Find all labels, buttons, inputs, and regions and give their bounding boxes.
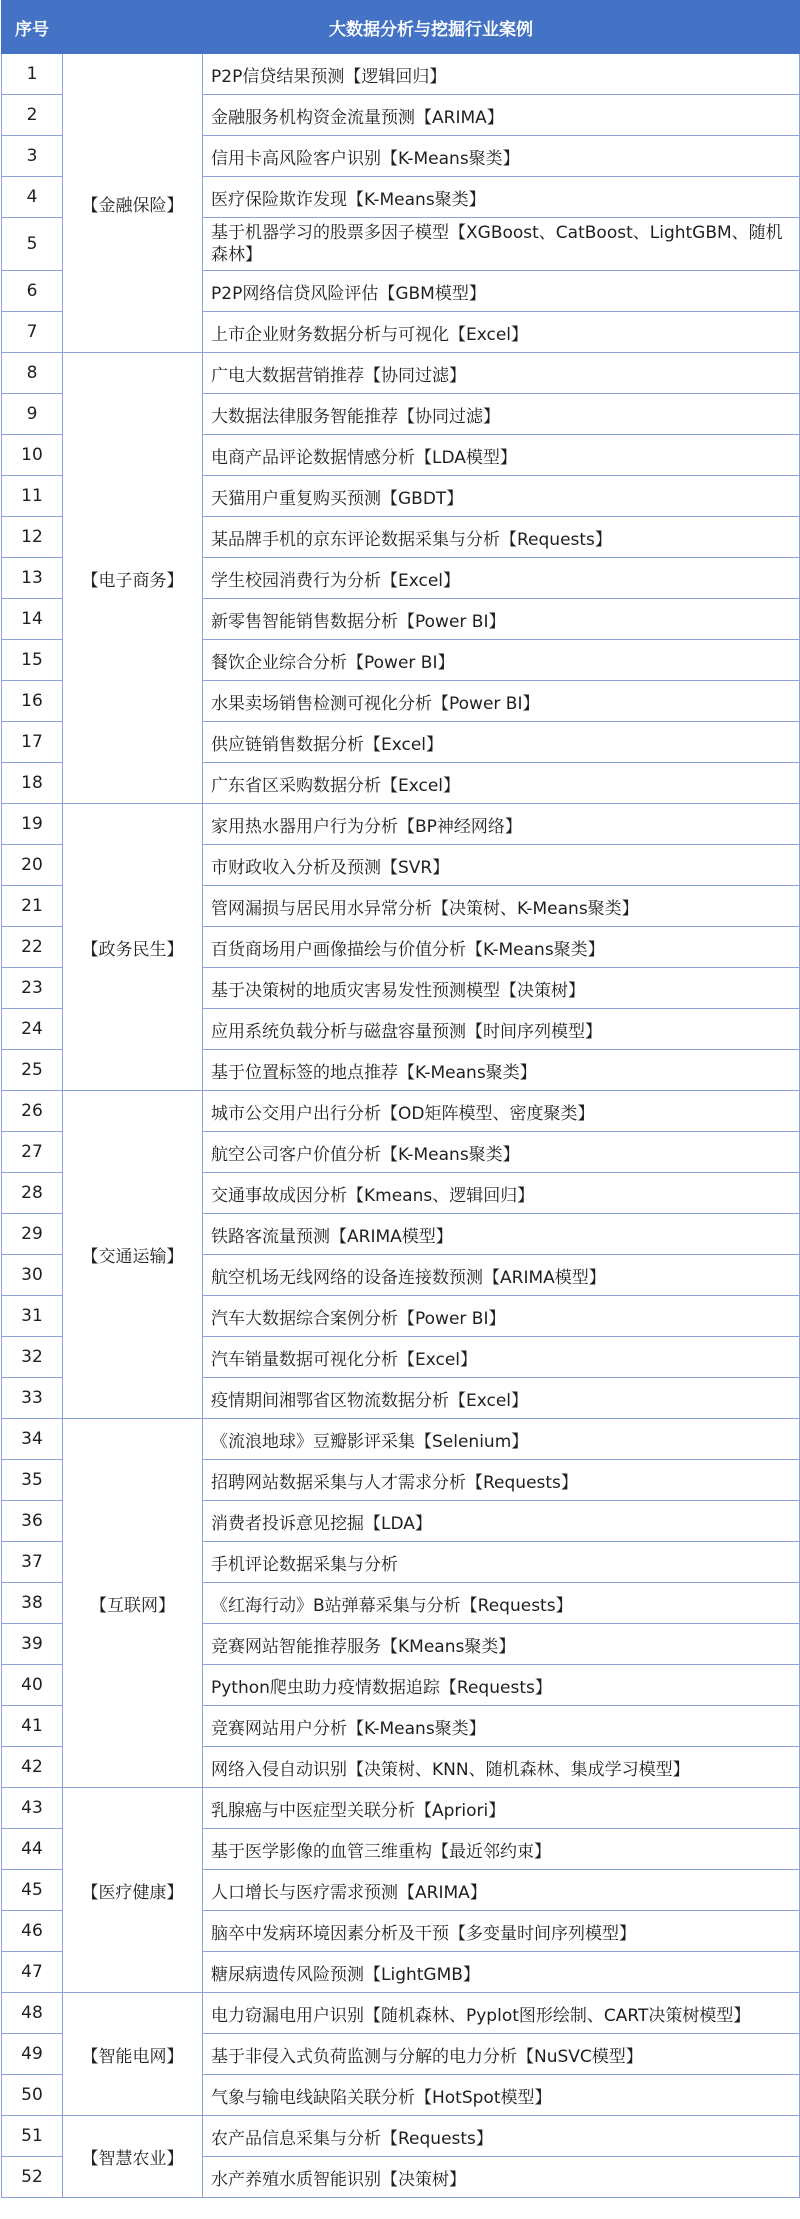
category-cell: 【电子商务】	[63, 353, 203, 804]
row-number: 6	[2, 271, 63, 312]
case-cell: 交通事故成因分析【Kmeans、逻辑回归】	[203, 1173, 800, 1214]
row-number: 19	[2, 804, 63, 845]
row-number: 48	[2, 1993, 63, 2034]
table-row	[2, 1091, 800, 1132]
case-cell: 电商产品评论数据情感分析【LDA模型】	[203, 435, 800, 476]
case-cell: 乳腺癌与中医症型关联分析【Apriori】	[203, 1788, 800, 1829]
case-cell: 水果卖场销售检测可视化分析【Power BI】	[203, 681, 800, 722]
row-number: 35	[2, 1460, 63, 1501]
row-number: 15	[2, 640, 63, 681]
row-number: 32	[2, 1337, 63, 1378]
row-number: 13	[2, 558, 63, 599]
category-cell: 【智慧农业】	[63, 2116, 203, 2198]
case-cell: 应用系统负载分析与磁盘容量预测【时间序列模型】	[203, 1009, 800, 1050]
row-number: 46	[2, 1911, 63, 1952]
row-number: 8	[2, 353, 63, 394]
case-cell: 医疗保险欺诈发现【K-Means聚类】	[203, 177, 800, 218]
table-body	[2, 54, 800, 2198]
case-cell: 疫情期间湘鄂省区物流数据分析【Excel】	[203, 1378, 800, 1419]
case-cell: 某品牌手机的京东评论数据采集与分析【Requests】	[203, 517, 800, 558]
row-number: 34	[2, 1419, 63, 1460]
case-cell: 汽车销量数据可视化分析【Excel】	[203, 1337, 800, 1378]
category-cell: 【医疗健康】	[63, 1788, 203, 1993]
row-number: 5	[2, 218, 63, 271]
case-cell: 上市企业财务数据分析与可视化【Excel】	[203, 312, 800, 353]
case-cell: 基于位置标签的地点推荐【K-Means聚类】	[203, 1050, 800, 1091]
case-cell: 市财政收入分析及预测【SVR】	[203, 845, 800, 886]
category-cell: 【互联网】	[63, 1419, 203, 1788]
case-cell: 基于决策树的地质灾害易发性预测模型【决策树】	[203, 968, 800, 1009]
row-number: 12	[2, 517, 63, 558]
case-cell: 农产品信息采集与分析【Requests】	[203, 2116, 800, 2157]
row-number: 24	[2, 1009, 63, 1050]
case-cell: 金融服务机构资金流量预测【ARIMA】	[203, 95, 800, 136]
row-number: 44	[2, 1829, 63, 1870]
case-cell: 竞赛网站用户分析【K-Means聚类】	[203, 1706, 800, 1747]
row-number: 29	[2, 1214, 63, 1255]
case-cell: 广东省区采购数据分析【Excel】	[203, 763, 800, 804]
row-number: 7	[2, 312, 63, 353]
table-row	[2, 1788, 800, 1829]
case-cell: 气象与输电线缺陷关联分析【HotSpot模型】	[203, 2075, 800, 2116]
case-cell: 航空机场无线网络的设备连接数预测【ARIMA模型】	[203, 1255, 800, 1296]
row-number: 21	[2, 886, 63, 927]
table-row	[2, 1993, 800, 2034]
case-cell: 汽车大数据综合案例分析【Power BI】	[203, 1296, 800, 1337]
row-number: 28	[2, 1173, 63, 1214]
row-number: 37	[2, 1542, 63, 1583]
case-cell: 大数据法律服务智能推荐【协同过滤】	[203, 394, 800, 435]
case-cell: 供应链销售数据分析【Excel】	[203, 722, 800, 763]
case-cell: 《流浪地球》豆瓣影评采集【Selenium】	[203, 1419, 800, 1460]
row-number: 18	[2, 763, 63, 804]
case-cell: 手机评论数据采集与分析	[203, 1542, 800, 1583]
case-cell: 餐饮企业综合分析【Power BI】	[203, 640, 800, 681]
case-cell: 人口增长与医疗需求预测【ARIMA】	[203, 1870, 800, 1911]
row-number: 22	[2, 927, 63, 968]
row-number: 16	[2, 681, 63, 722]
case-cell: 糖尿病遗传风险预测【LightGMB】	[203, 1952, 800, 1993]
row-number: 17	[2, 722, 63, 763]
header-cases: 大数据分析与挖掘行业案例	[63, 1, 800, 54]
table-row	[2, 54, 800, 95]
row-number: 10	[2, 435, 63, 476]
row-number: 52	[2, 2157, 63, 2198]
case-cell: 铁路客流量预测【ARIMA模型】	[203, 1214, 800, 1255]
row-number: 26	[2, 1091, 63, 1132]
case-cell: P2P网络信贷风险评估【GBM模型】	[203, 271, 800, 312]
table-row	[2, 1419, 800, 1460]
row-number: 25	[2, 1050, 63, 1091]
header-row	[2, 1, 800, 54]
case-cell: 招聘网站数据采集与人才需求分析【Requests】	[203, 1460, 800, 1501]
row-number: 23	[2, 968, 63, 1009]
case-cell: 竞赛网站智能推荐服务【KMeans聚类】	[203, 1624, 800, 1665]
row-number: 9	[2, 394, 63, 435]
case-cell: 学生校园消费行为分析【Excel】	[203, 558, 800, 599]
row-number: 51	[2, 2116, 63, 2157]
row-number: 45	[2, 1870, 63, 1911]
table-row	[2, 353, 800, 394]
case-cell: 电力窃漏电用户识别【随机森林、Pyplot图形绘制、CART决策树模型】	[203, 1993, 800, 2034]
row-number: 33	[2, 1378, 63, 1419]
row-number: 50	[2, 2075, 63, 2116]
case-cell: Python爬虫助力疫情数据追踪【Requests】	[203, 1665, 800, 1706]
row-number: 42	[2, 1747, 63, 1788]
row-number: 49	[2, 2034, 63, 2075]
case-cell: 管网漏损与居民用水异常分析【决策树、K-Means聚类】	[203, 886, 800, 927]
row-number: 47	[2, 1952, 63, 1993]
case-cell: 水产养殖水质智能识别【决策树】	[203, 2157, 800, 2198]
case-table	[1, 0, 800, 2198]
row-number: 3	[2, 136, 63, 177]
case-cell: 消费者投诉意见挖掘【LDA】	[203, 1501, 800, 1542]
row-number: 11	[2, 476, 63, 517]
case-cell: 网络入侵自动识别【决策树、KNN、随机森林、集成学习模型】	[203, 1747, 800, 1788]
row-number: 2	[2, 95, 63, 136]
case-cell: P2P信贷结果预测【逻辑回归】	[203, 54, 800, 95]
category-cell: 【交通运输】	[63, 1091, 203, 1419]
row-number: 27	[2, 1132, 63, 1173]
case-cell: 家用热水器用户行为分析【BP神经网络】	[203, 804, 800, 845]
category-cell: 【政务民生】	[63, 804, 203, 1091]
case-cell: 基于医学影像的血管三维重构【最近邻约束】	[203, 1829, 800, 1870]
row-number: 40	[2, 1665, 63, 1706]
case-cell: 城市公交用户出行分析【OD矩阵模型、密度聚类】	[203, 1091, 800, 1132]
case-cell: 广电大数据营销推荐【协同过滤】	[203, 353, 800, 394]
table-row	[2, 804, 800, 845]
category-cell: 【金融保险】	[63, 54, 203, 353]
row-number: 30	[2, 1255, 63, 1296]
case-cell: 信用卡高风险客户识别【K-Means聚类】	[203, 136, 800, 177]
row-number: 43	[2, 1788, 63, 1829]
row-number: 14	[2, 599, 63, 640]
header-index: 序号	[2, 1, 63, 54]
case-cell: 《红海行动》B站弹幕采集与分析【Requests】	[203, 1583, 800, 1624]
case-cell: 基于机器学习的股票多因子模型【XGBoost、CatBoost、LightGBM、随机森林】	[203, 218, 800, 271]
row-number: 20	[2, 845, 63, 886]
row-number: 36	[2, 1501, 63, 1542]
case-cell: 天猫用户重复购买预测【GBDT】	[203, 476, 800, 517]
case-cell: 航空公司客户价值分析【K-Means聚类】	[203, 1132, 800, 1173]
row-number: 4	[2, 177, 63, 218]
category-cell: 【智能电网】	[63, 1993, 203, 2116]
row-number: 1	[2, 54, 63, 95]
row-number: 31	[2, 1296, 63, 1337]
case-cell: 脑卒中发病环境因素分析及干预【多变量时间序列模型】	[203, 1911, 800, 1952]
case-cell: 百货商场用户画像描绘与价值分析【K-Means聚类】	[203, 927, 800, 968]
case-cell: 新零售智能销售数据分析【Power BI】	[203, 599, 800, 640]
case-cell: 基于非侵入式负荷监测与分解的电力分析【NuSVC模型】	[203, 2034, 800, 2075]
table-row	[2, 2116, 800, 2157]
row-number: 39	[2, 1624, 63, 1665]
row-number: 41	[2, 1706, 63, 1747]
row-number: 38	[2, 1583, 63, 1624]
